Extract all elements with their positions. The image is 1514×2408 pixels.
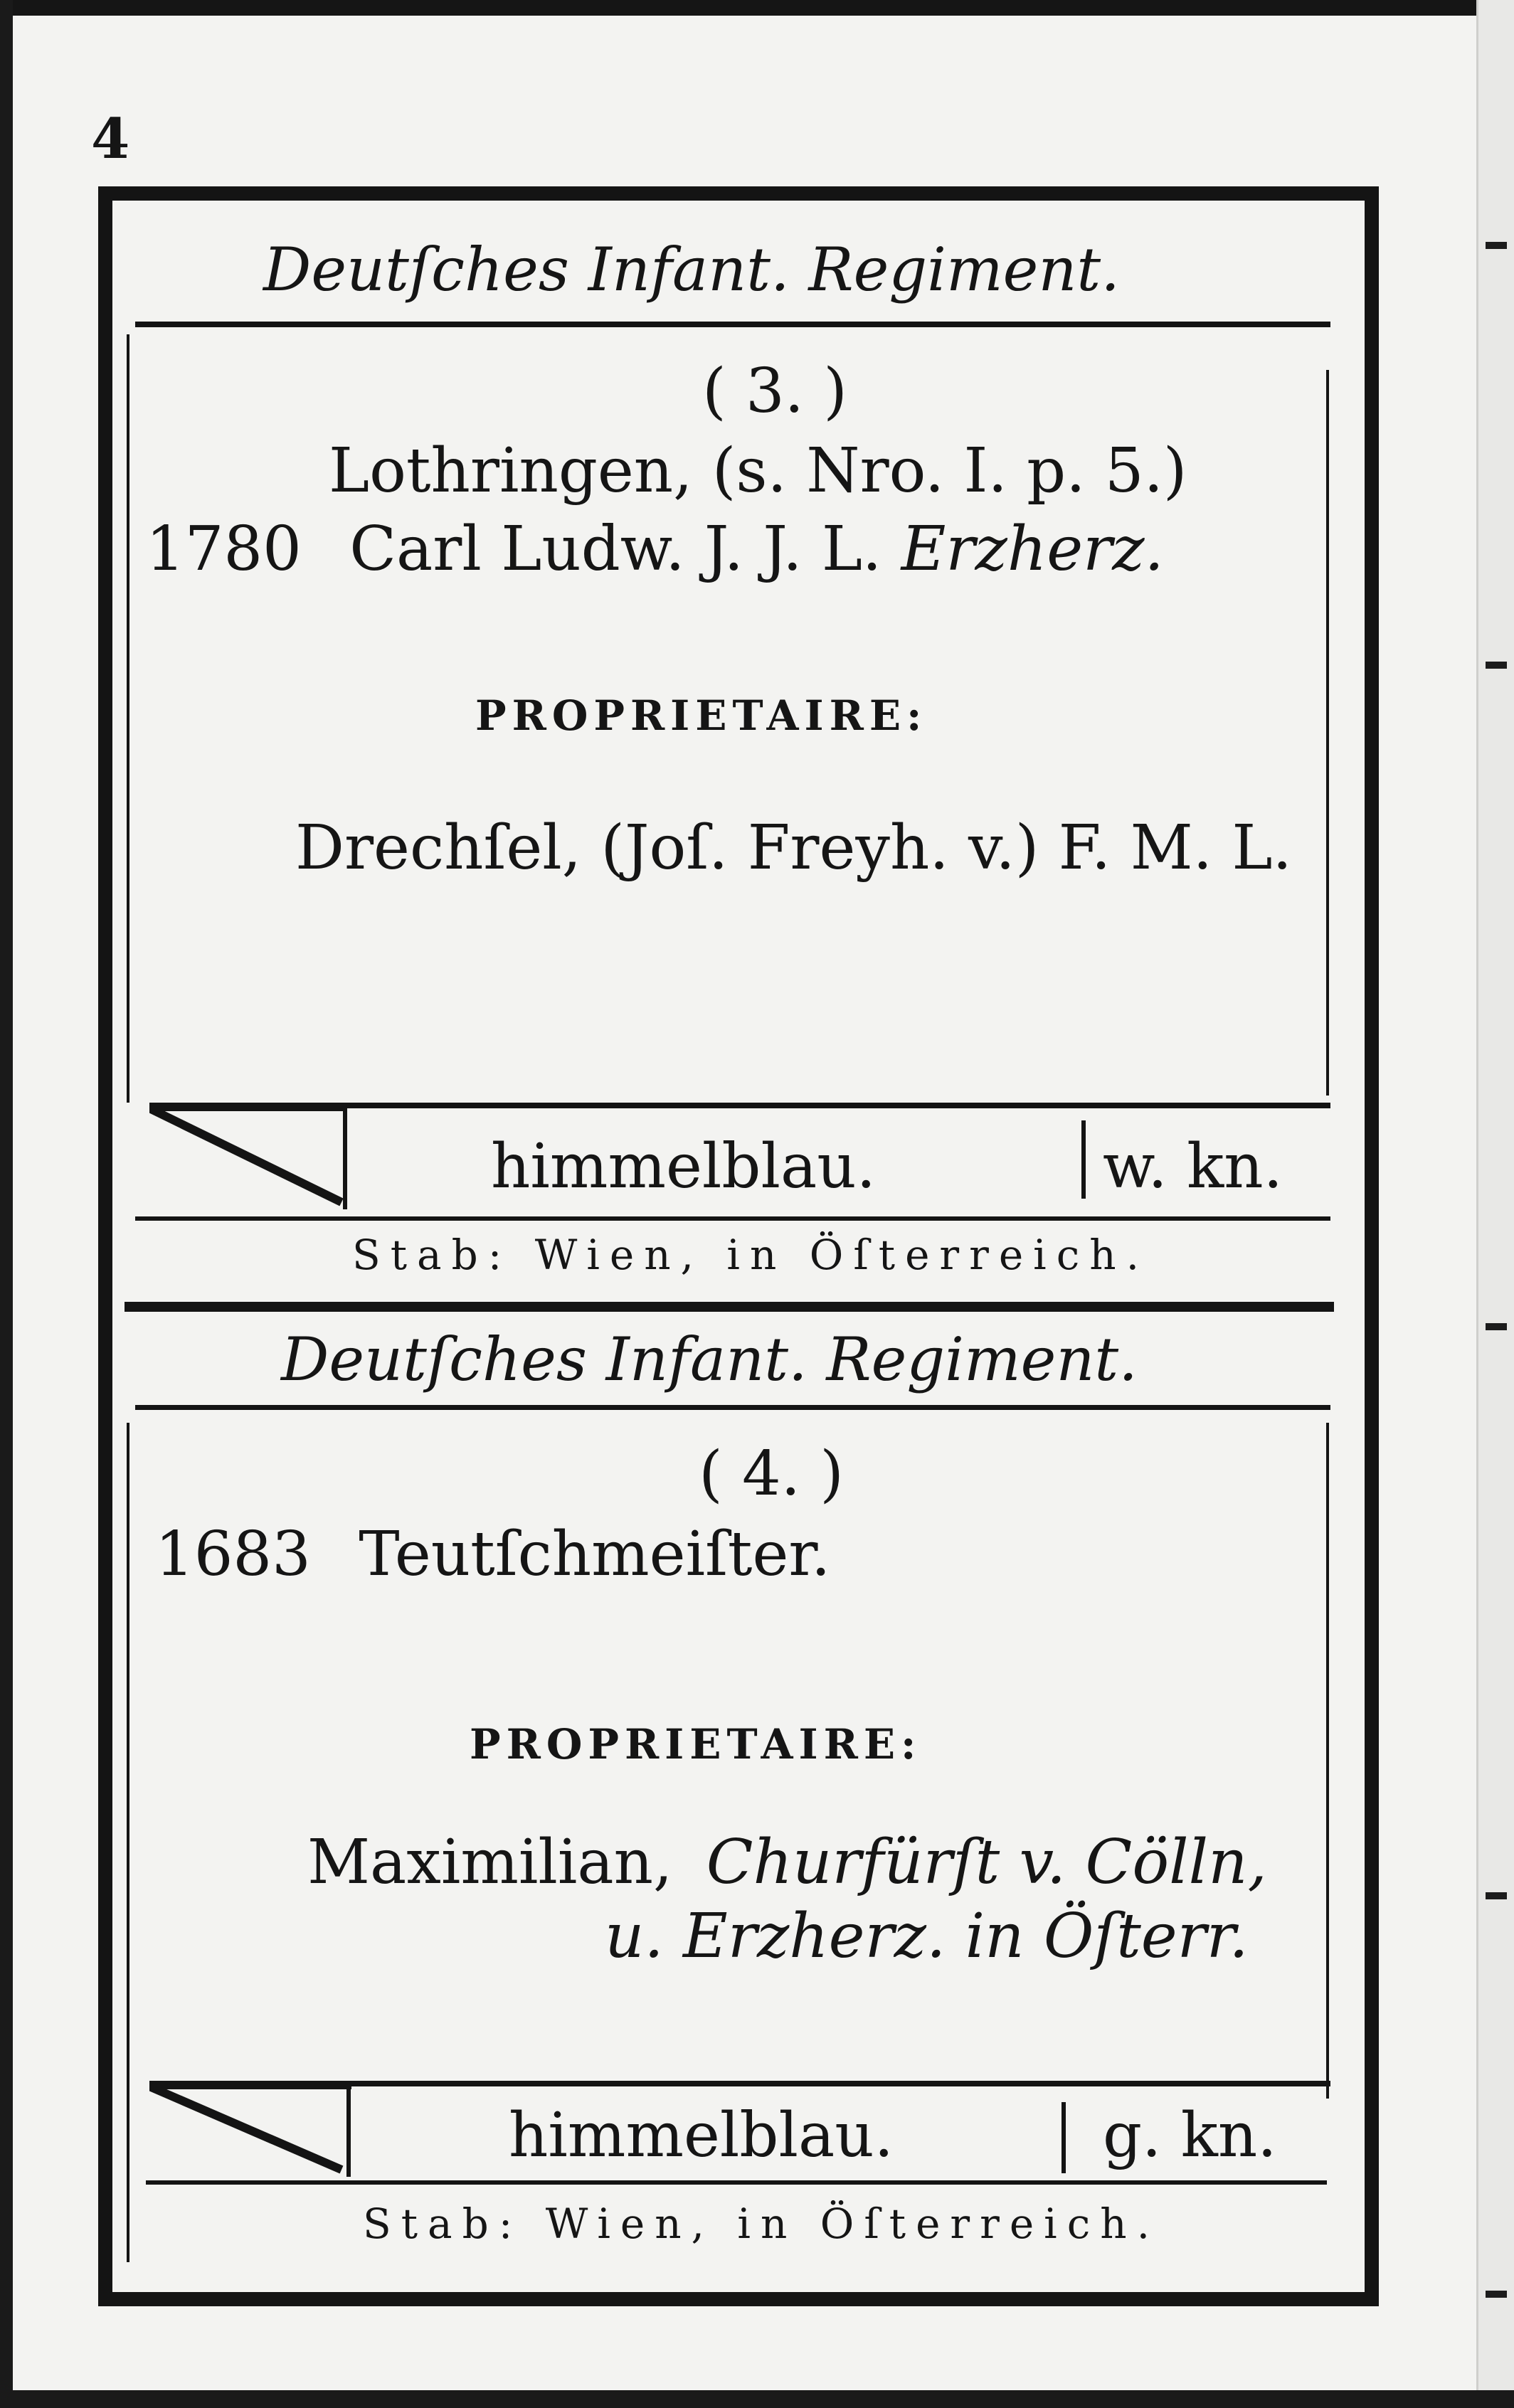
inner-right-line — [1326, 370, 1329, 1096]
owner-name: Carl Ludw. J. J. L. — [349, 514, 882, 585]
inner-right-line — [1326, 1423, 1329, 2099]
uniform-color: himmelblau. — [509, 2100, 894, 2171]
regiment-header: Deutſches Infant. Regiment. — [281, 1325, 1138, 1394]
proprietaire-name: Drechſel, (Joſ. Freyh. v.) F. M. L. — [295, 812, 1292, 884]
page-top-edge — [0, 0, 1514, 16]
color-row-bottom-rule — [135, 1216, 1330, 1221]
proprietaire-label: PROPRIETAIRE: — [470, 1720, 922, 1768]
button-color: w. kn. — [1103, 1131, 1283, 1202]
proprietaire-title-line-2: u. Erzherz. in Öſterr. — [605, 1901, 1249, 1972]
color-divider — [1081, 1120, 1086, 1199]
header-rule — [135, 1405, 1330, 1410]
regiment-header: Deutſches Infant. Regiment. — [263, 235, 1120, 304]
regiment-line-2 — [146, 514, 1164, 585]
header-rule — [135, 322, 1330, 327]
page-number: 4 — [91, 107, 130, 171]
entry-separator — [125, 1302, 1334, 1312]
stab-location: Stab: Wien, in Öſterreich. — [352, 1231, 1150, 1279]
year: 1780 — [146, 514, 302, 585]
button-color: g. kn. — [1103, 2100, 1277, 2171]
regiment-number: ( 4. ) — [699, 1438, 844, 1510]
stab-location: Stab: Wien, in Öſterreich. — [363, 2200, 1160, 2248]
owner-name: Teutſchmeiſter. — [359, 1519, 831, 1590]
inner-left-line — [127, 1423, 129, 2262]
owner-title: Erzherz. — [901, 514, 1164, 585]
regiment-number: ( 3. ) — [702, 356, 847, 427]
flag-diagonal-icon — [149, 1103, 356, 1216]
flag-diagonal-icon — [149, 2081, 356, 2195]
color-divider — [1062, 2102, 1066, 2173]
uniform-color: himmelblau. — [491, 1131, 876, 1202]
proprietaire-title: Churfürſt v. Cölln, — [706, 1827, 1267, 1898]
regiment-line: Lothringen, (s. Nro. I. p. 5.) — [329, 435, 1187, 506]
inner-left-line — [127, 334, 129, 1103]
regiment-line-2 — [155, 1519, 830, 1590]
proprietaire-label: PROPRIETAIRE: — [475, 691, 928, 740]
year: 1683 — [155, 1519, 311, 1590]
color-row-bottom-rule — [146, 2180, 1327, 2185]
proprietaire-line — [307, 1827, 1267, 1898]
page-bottom-edge — [0, 2390, 1514, 2408]
proprietaire-name: Maximilian, — [307, 1827, 673, 1898]
